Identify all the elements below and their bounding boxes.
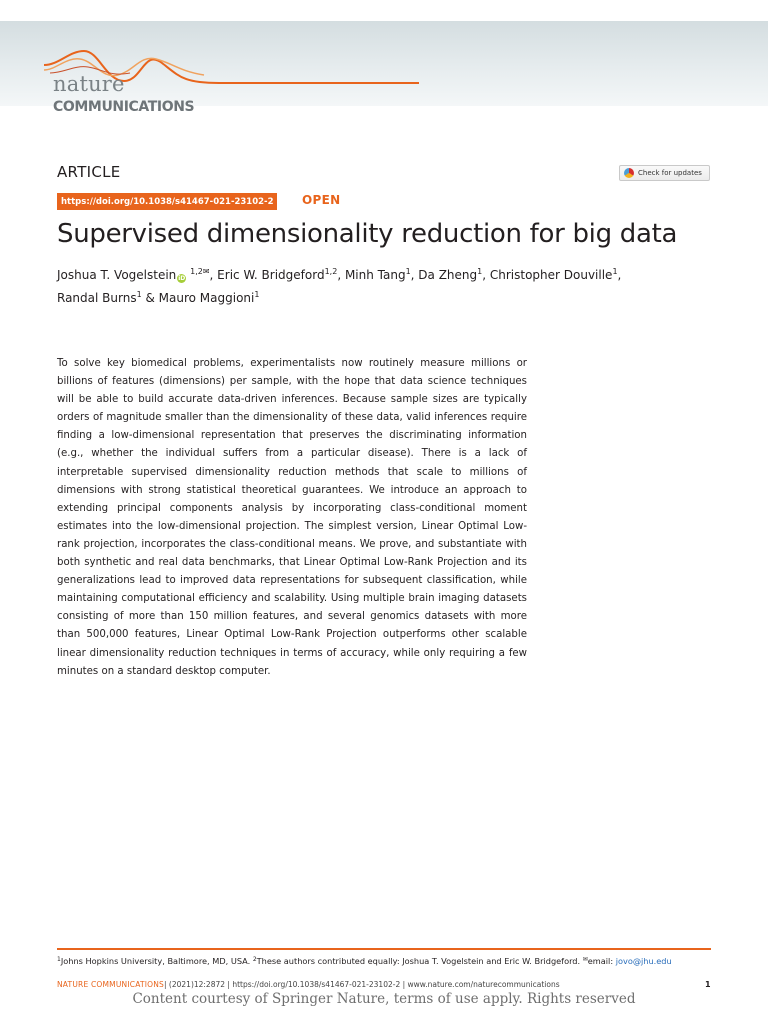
footnote-text: Johns Hopkins University, Baltimore, MD, USA. [60, 956, 253, 966]
page-footer [57, 981, 560, 989]
journal-logo-nature: nature [53, 72, 125, 96]
author-affiliation: 1 [405, 267, 411, 276]
author-affiliation: 1,2 [324, 267, 338, 276]
orcid-icon[interactable]: iD [178, 275, 186, 282]
open-access-label: OPEN [302, 193, 341, 207]
author-affiliation: 1,2✉ [190, 267, 210, 276]
doi-link[interactable]: https://doi.org/10.1038/s41467-021-23102-2 [57, 193, 277, 210]
footer-citation: | (2021)12:2872 | https://doi.org/10.1038/s41467-021-23102-2 | www.nature.com/naturecommunications [164, 980, 560, 989]
footnote-text: These authors contributed equally: Joshua T. Vogelstein and Eric W. Bridgeford. [256, 956, 583, 966]
affiliation-footnote [57, 955, 672, 967]
author-affiliation: 1 [612, 267, 618, 276]
page-number: 1 [705, 980, 711, 989]
courtesy-notice: Content courtesy of Springer Nature, terms of use apply. Rights reserved [132, 991, 636, 1007]
abstract-text: To solve key biomedical problems, experimentalists now routinely measure millions or billions of features (dimensions) per sample, with the hope that data science techniques will be able to build accurate data-driven inferences. Because sample sizes are typically orders of magnitude smaller than the dimensionality of these data, valid inferences require finding a low-dimensional representation that preserves the discriminating information (e.g., whether the individual suffers from a particular disease). There is a lack of interpretable supervised dimensionality reduction methods that scale to millions of dimensions with strong statistical theoretical guarantees. We introduce an approach to extending principal components analysis by incorporating class-conditional moment estimates into the low-dimensional projection. The simplest version, Linear Optimal Low-rank projection, incorporates the class-conditional means. We prove, and substantiate with both synthetic and real data benchmarks, that Linear Optimal Low-Rank Projection and its generalizations lead to improved data representations for subsequent classification, while maintaining computational efficiency and scalability. Using multiple brain imaging datasets consisting of more than 150 million features, and several genomics datasets with more than 500,000 features, Linear Optimal Low-Rank Projection outperforms other scalable linear dimensionality reduction techniques in terms of accuracy, while only requiring a few minutes on a standard desktop computer. [57, 358, 527, 677]
journal-logo-communications: COMMUNICATIONS [53, 99, 195, 115]
journal-header [0, 21, 768, 115]
author-name[interactable]: , Eric W. Bridgeford [209, 268, 325, 282]
author-affiliation: 1 [477, 267, 483, 276]
author-name[interactable]: , Da Zheng [410, 268, 478, 282]
footnote-divider [57, 948, 711, 950]
author-name[interactable]: Randal Burns [57, 291, 137, 305]
author-affiliation: 1 [136, 290, 142, 299]
crossmark-icon [624, 168, 634, 178]
author-name[interactable]: , Minh Tang [337, 268, 406, 282]
footer-journal-name: NATURE COMMUNICATIONS [57, 980, 165, 989]
author-name[interactable]: & Mauro Maggioni [141, 291, 255, 305]
author-separator: , [617, 268, 622, 282]
article-type-label: ARTICLE [57, 163, 121, 181]
footnote-marker: 1 [57, 956, 61, 963]
email-link[interactable]: jovo@jhu.edu [615, 956, 672, 966]
article-title: Supervised dimensionality reduction for big data [57, 219, 678, 249]
check-for-updates-button[interactable] [619, 165, 710, 181]
author-list [57, 264, 657, 310]
envelope-icon: ✉ [582, 956, 588, 963]
author-affiliation: 1 [254, 290, 260, 299]
footnote-text: email: [587, 956, 616, 966]
check-for-updates-label: Check for updates [638, 169, 702, 177]
author-name[interactable]: , Christopher Douville [482, 268, 613, 282]
footnote-marker: 2 [252, 956, 257, 963]
author-name[interactable]: Joshua T. Vogelstein [57, 268, 177, 282]
